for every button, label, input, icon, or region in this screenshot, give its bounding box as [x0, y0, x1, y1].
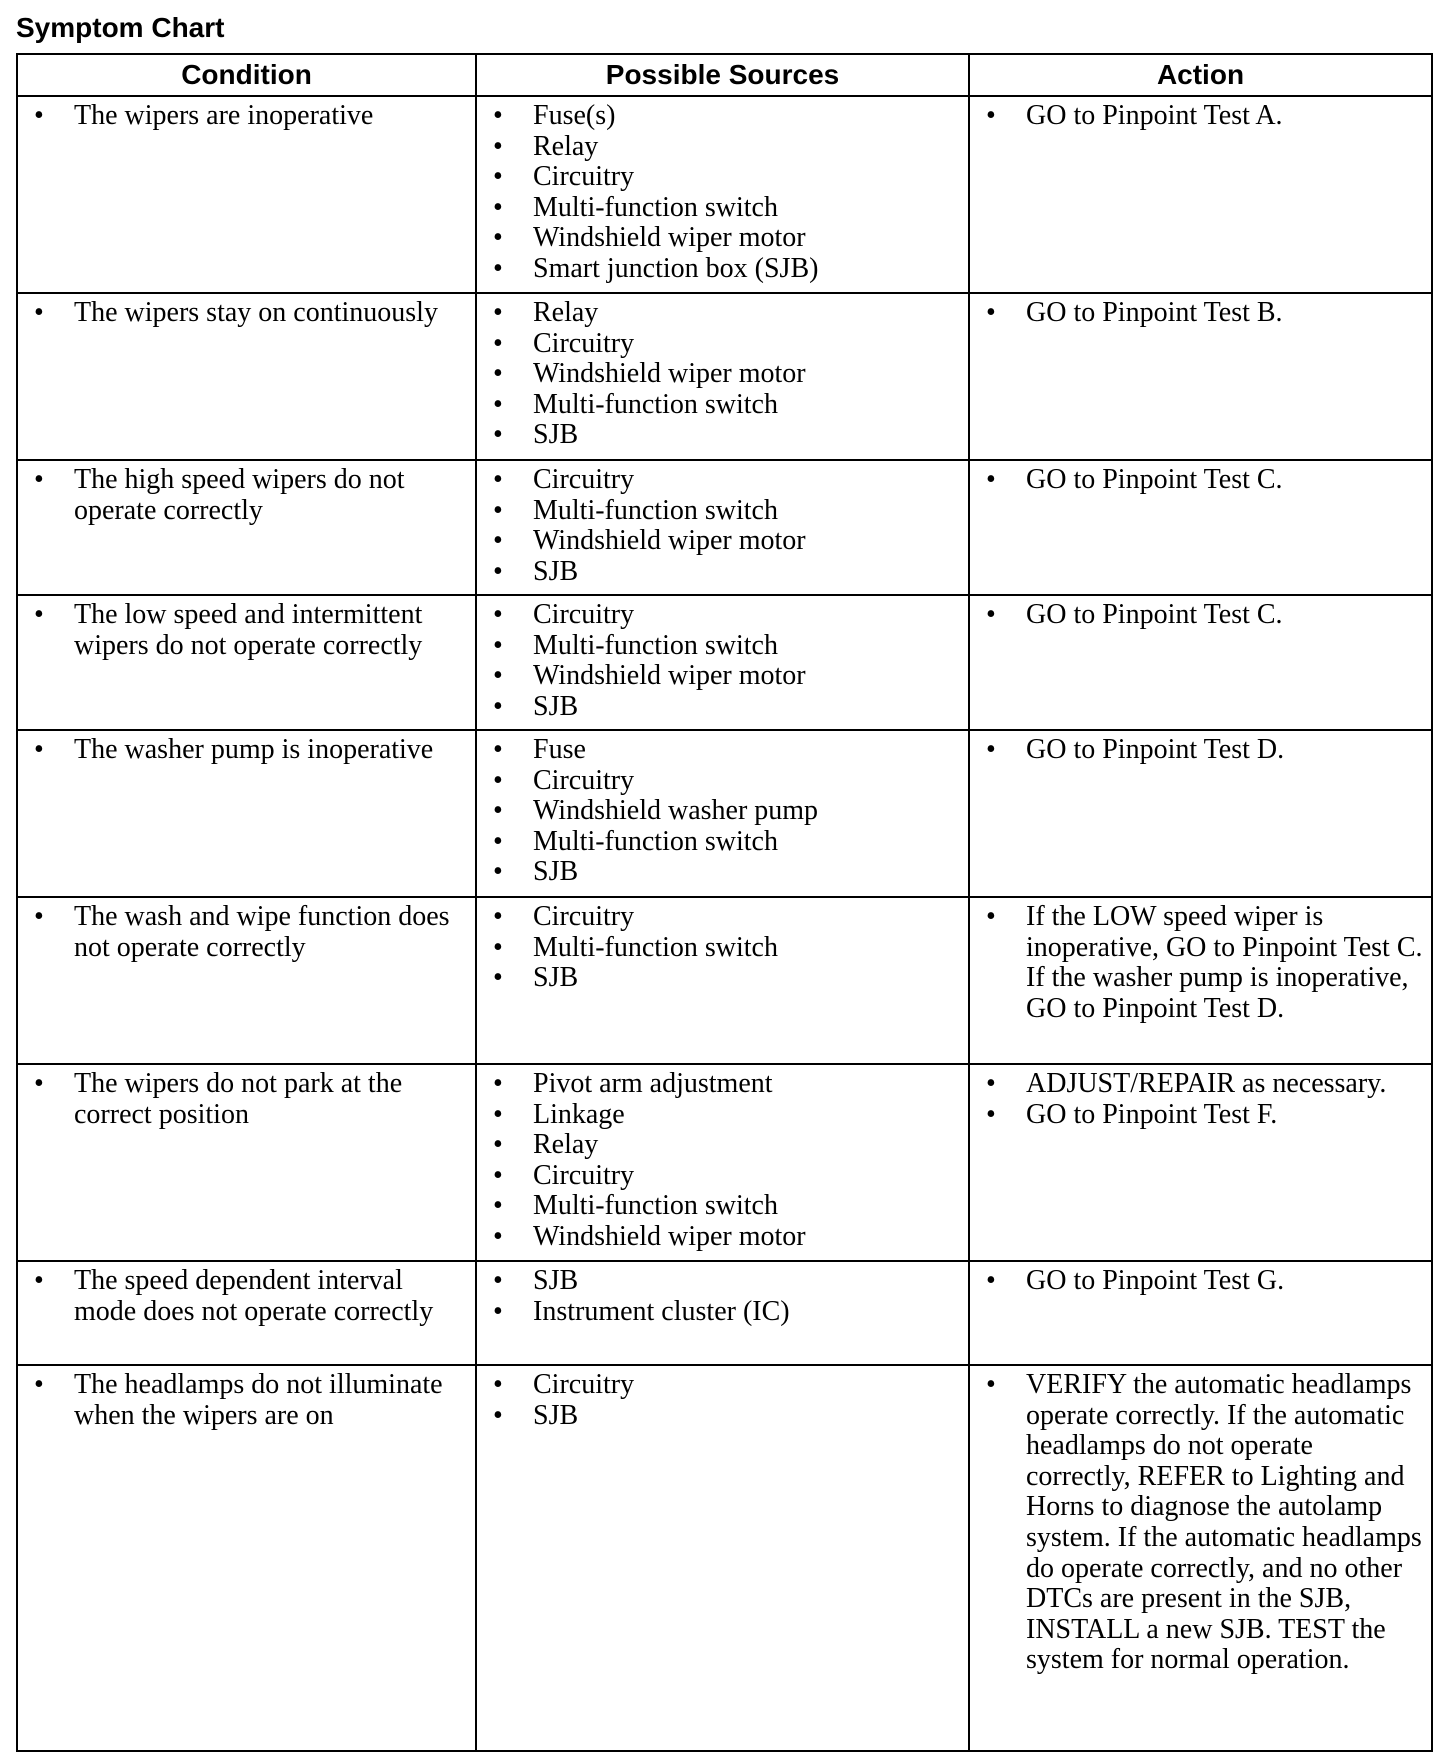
action-cell	[969, 1261, 1432, 1365]
condition-cell	[17, 1261, 476, 1365]
condition-cell	[17, 96, 476, 293]
source-item: • Multi-function switch	[485, 1191, 960, 1222]
bullet-list	[485, 1069, 960, 1253]
source-item: • Relay	[485, 132, 960, 163]
table-row	[17, 293, 1432, 460]
source-item: • Circuitry	[485, 766, 960, 797]
column-header-possible-sources: Possible Sources	[476, 54, 969, 96]
source-item: • Windshield washer pump	[485, 796, 960, 827]
possible-sources-cell	[476, 96, 969, 293]
condition-cell	[17, 730, 476, 897]
possible-sources-cell	[476, 730, 969, 897]
bullet-list	[978, 735, 1423, 766]
condition-item: • The wipers do not park at the correct position	[26, 1069, 467, 1130]
source-item: • Circuitry	[485, 1370, 960, 1401]
source-item: • SJB	[485, 857, 960, 888]
condition-item: • The wipers stay on continuously	[26, 298, 467, 329]
source-item: • Relay	[485, 298, 960, 329]
bullet-list	[485, 902, 960, 994]
action-item: • VERIFY the automatic headlamps operate correctly. If the automatic headlamps do not operate correctly, REFER to Lighting and Horns to diagnose the autolamp system. If the automatic headlamps do operate correctly, and no other DTCs are present in the SJB, INSTALL a new SJB. TEST the system for normal operation.	[978, 1370, 1423, 1676]
action-cell	[969, 897, 1432, 1064]
condition-item: • The washer pump is inoperative	[26, 735, 467, 766]
bullet-list	[26, 1069, 467, 1130]
bullet-list	[978, 1069, 1423, 1130]
source-item: • SJB	[485, 692, 960, 723]
source-item: • Linkage	[485, 1100, 960, 1131]
action-cell	[969, 460, 1432, 595]
table-row	[17, 730, 1432, 897]
action-item: • GO to Pinpoint Test B.	[978, 298, 1423, 329]
table-row	[17, 96, 1432, 293]
possible-sources-cell	[476, 460, 969, 595]
source-item: • Multi-function switch	[485, 390, 960, 421]
source-item: • Windshield wiper motor	[485, 359, 960, 390]
action-cell	[969, 595, 1432, 730]
action-item: • GO to Pinpoint Test F.	[978, 1100, 1423, 1131]
condition-cell	[17, 293, 476, 460]
possible-sources-cell	[476, 1365, 969, 1751]
bullet-list	[485, 101, 960, 285]
possible-sources-cell	[476, 1261, 969, 1365]
bullet-list	[26, 902, 467, 963]
action-item: • GO to Pinpoint Test G.	[978, 1266, 1423, 1297]
bullet-list	[485, 465, 960, 587]
action-item: • GO to Pinpoint Test C.	[978, 465, 1423, 496]
bullet-list	[978, 600, 1423, 631]
action-item: • GO to Pinpoint Test A.	[978, 101, 1423, 132]
source-item: • Relay	[485, 1130, 960, 1161]
bullet-list	[26, 298, 467, 329]
source-item: • Multi-function switch	[485, 496, 960, 527]
bullet-list	[485, 1370, 960, 1431]
action-item: • GO to Pinpoint Test D.	[978, 735, 1423, 766]
action-cell	[969, 730, 1432, 897]
table-row	[17, 595, 1432, 730]
condition-item: • The wipers are inoperative	[26, 101, 467, 132]
source-item: • Multi-function switch	[485, 193, 960, 224]
source-item: • Circuitry	[485, 600, 960, 631]
source-item: • Circuitry	[485, 162, 960, 193]
column-header-action: Action	[969, 54, 1432, 96]
bullet-list	[26, 1266, 467, 1327]
source-item: • Fuse(s)	[485, 101, 960, 132]
source-item: • Circuitry	[485, 329, 960, 360]
action-cell	[969, 293, 1432, 460]
source-item: • Multi-function switch	[485, 933, 960, 964]
source-item: • Windshield wiper motor	[485, 223, 960, 254]
source-item: • Circuitry	[485, 1161, 960, 1192]
source-item: • Instrument cluster (IC)	[485, 1297, 960, 1328]
header-row	[17, 54, 1432, 96]
bullet-list	[485, 600, 960, 722]
bullet-list	[26, 101, 467, 132]
source-item: • SJB	[485, 420, 960, 451]
condition-cell	[17, 460, 476, 595]
action-cell	[969, 96, 1432, 293]
source-item: • Circuitry	[485, 465, 960, 496]
page-title: Symptom Chart	[16, 12, 225, 43]
bullet-list	[26, 1370, 467, 1431]
table-row	[17, 1064, 1432, 1261]
possible-sources-cell	[476, 595, 969, 730]
condition-item: • The high speed wipers do not operate correctly	[26, 465, 467, 526]
table-row	[17, 1261, 1432, 1365]
action-item: • ADJUST/REPAIR as necessary.	[978, 1069, 1423, 1100]
bullet-list	[978, 465, 1423, 496]
possible-sources-cell	[476, 1064, 969, 1261]
column-header-condition: Condition	[17, 54, 476, 96]
table-row	[17, 1365, 1432, 1751]
source-item: • SJB	[485, 1401, 960, 1432]
symptom-chart-table	[16, 53, 1433, 1752]
source-item: • Windshield wiper motor	[485, 661, 960, 692]
source-item: • Circuitry	[485, 902, 960, 933]
table-row	[17, 897, 1432, 1064]
source-item: • Fuse	[485, 735, 960, 766]
action-item: • If the LOW speed wiper is inoperative, GO to Pinpoint Test C. If the washer pump is inoperative, GO to Pinpoint Test D.	[978, 902, 1423, 1024]
bullet-list	[978, 298, 1423, 329]
action-cell	[969, 1365, 1432, 1751]
bullet-list	[485, 735, 960, 888]
possible-sources-cell	[476, 293, 969, 460]
source-item: • SJB	[485, 1266, 960, 1297]
bullet-list	[485, 298, 960, 451]
bullet-list	[26, 735, 467, 766]
source-item: • Multi-function switch	[485, 827, 960, 858]
source-item: • Pivot arm adjustment	[485, 1069, 960, 1100]
bullet-list	[978, 902, 1423, 1024]
condition-item: • The headlamps do not illuminate when the wipers are on	[26, 1370, 467, 1431]
possible-sources-cell	[476, 897, 969, 1064]
bullet-list	[978, 1266, 1423, 1297]
action-item: • GO to Pinpoint Test C.	[978, 600, 1423, 631]
source-item: • Windshield wiper motor	[485, 1222, 960, 1253]
bullet-list	[978, 101, 1423, 132]
source-item: • SJB	[485, 963, 960, 994]
bullet-list	[26, 600, 467, 661]
table-row	[17, 460, 1432, 595]
condition-cell	[17, 897, 476, 1064]
source-item: • SJB	[485, 557, 960, 588]
condition-cell	[17, 1064, 476, 1261]
condition-item: • The wash and wipe function does not operate correctly	[26, 902, 467, 963]
source-item: • Multi-function switch	[485, 631, 960, 662]
bullet-list	[26, 465, 467, 526]
bullet-list	[485, 1266, 960, 1327]
source-item: • Windshield wiper motor	[485, 526, 960, 557]
condition-cell	[17, 595, 476, 730]
bullet-list	[978, 1370, 1423, 1676]
condition-item: • The low speed and intermittent wipers do not operate correctly	[26, 600, 467, 661]
source-item: • Smart junction box (SJB)	[485, 254, 960, 285]
condition-item: • The speed dependent interval mode does not operate correctly	[26, 1266, 467, 1327]
action-cell	[969, 1064, 1432, 1261]
condition-cell	[17, 1365, 476, 1751]
